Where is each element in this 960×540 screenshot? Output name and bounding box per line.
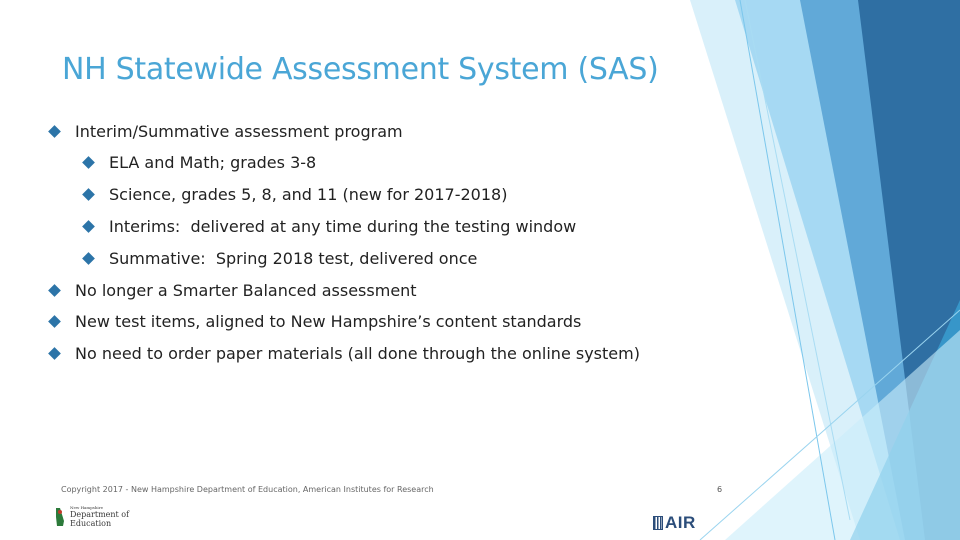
diamond-bullet-icon <box>82 156 95 169</box>
diamond-bullet-icon <box>48 125 61 138</box>
sub-bullet-item <box>84 185 507 204</box>
diamond-bullet-icon <box>82 188 95 201</box>
bullet-text: No need to order paper materials (all done through the online system) <box>75 344 640 363</box>
bullet-text: ELA and Math; grades 3-8 <box>109 153 317 172</box>
bullet-text: Summative: Spring 2018 test, delivered once <box>109 249 478 268</box>
diamond-bullet-icon <box>82 252 95 265</box>
copyright-footer: Copyright 2017 - New Hampshire Department of Education, American Institutes for Research <box>61 485 434 494</box>
bullet-text: Interim/Summative assessment program <box>75 122 403 141</box>
page-number: 6 <box>717 485 723 494</box>
bullet-item <box>50 122 403 141</box>
air-wordmark: AIR <box>665 513 696 532</box>
air-logo <box>653 513 696 533</box>
bullet-text: Interims: delivered at any time during the testing window <box>109 217 577 236</box>
sub-bullet-item <box>84 249 477 268</box>
sub-bullet-item <box>84 217 576 236</box>
air-building-icon <box>653 516 663 530</box>
doe-line-2: Education <box>70 519 112 528</box>
slide-title: NH Statewide Assessment System (SAS) <box>62 52 659 87</box>
bullet-text: No longer a Smarter Balanced assessment <box>75 281 417 300</box>
nh-doe-wordmark <box>70 505 129 528</box>
sub-bullet-item <box>84 153 316 172</box>
diamond-bullet-icon <box>82 220 95 233</box>
nh-state-icon <box>54 507 66 527</box>
doe-line-1: Department of <box>70 510 130 519</box>
nh-doe-logo <box>54 505 129 528</box>
doe-state-name: New Hampshire <box>70 505 103 510</box>
bullet-item <box>50 281 417 300</box>
bullet-item <box>50 344 640 363</box>
bullet-text: Science, grades 5, 8, and 11 (new for 2017-2018) <box>109 185 508 204</box>
diamond-bullet-icon <box>48 284 61 297</box>
bullet-text: New test items, aligned to New Hampshire’s content standards <box>75 312 582 331</box>
diamond-bullet-icon <box>48 315 61 328</box>
bullet-item <box>50 312 581 331</box>
diamond-bullet-icon <box>48 347 61 360</box>
